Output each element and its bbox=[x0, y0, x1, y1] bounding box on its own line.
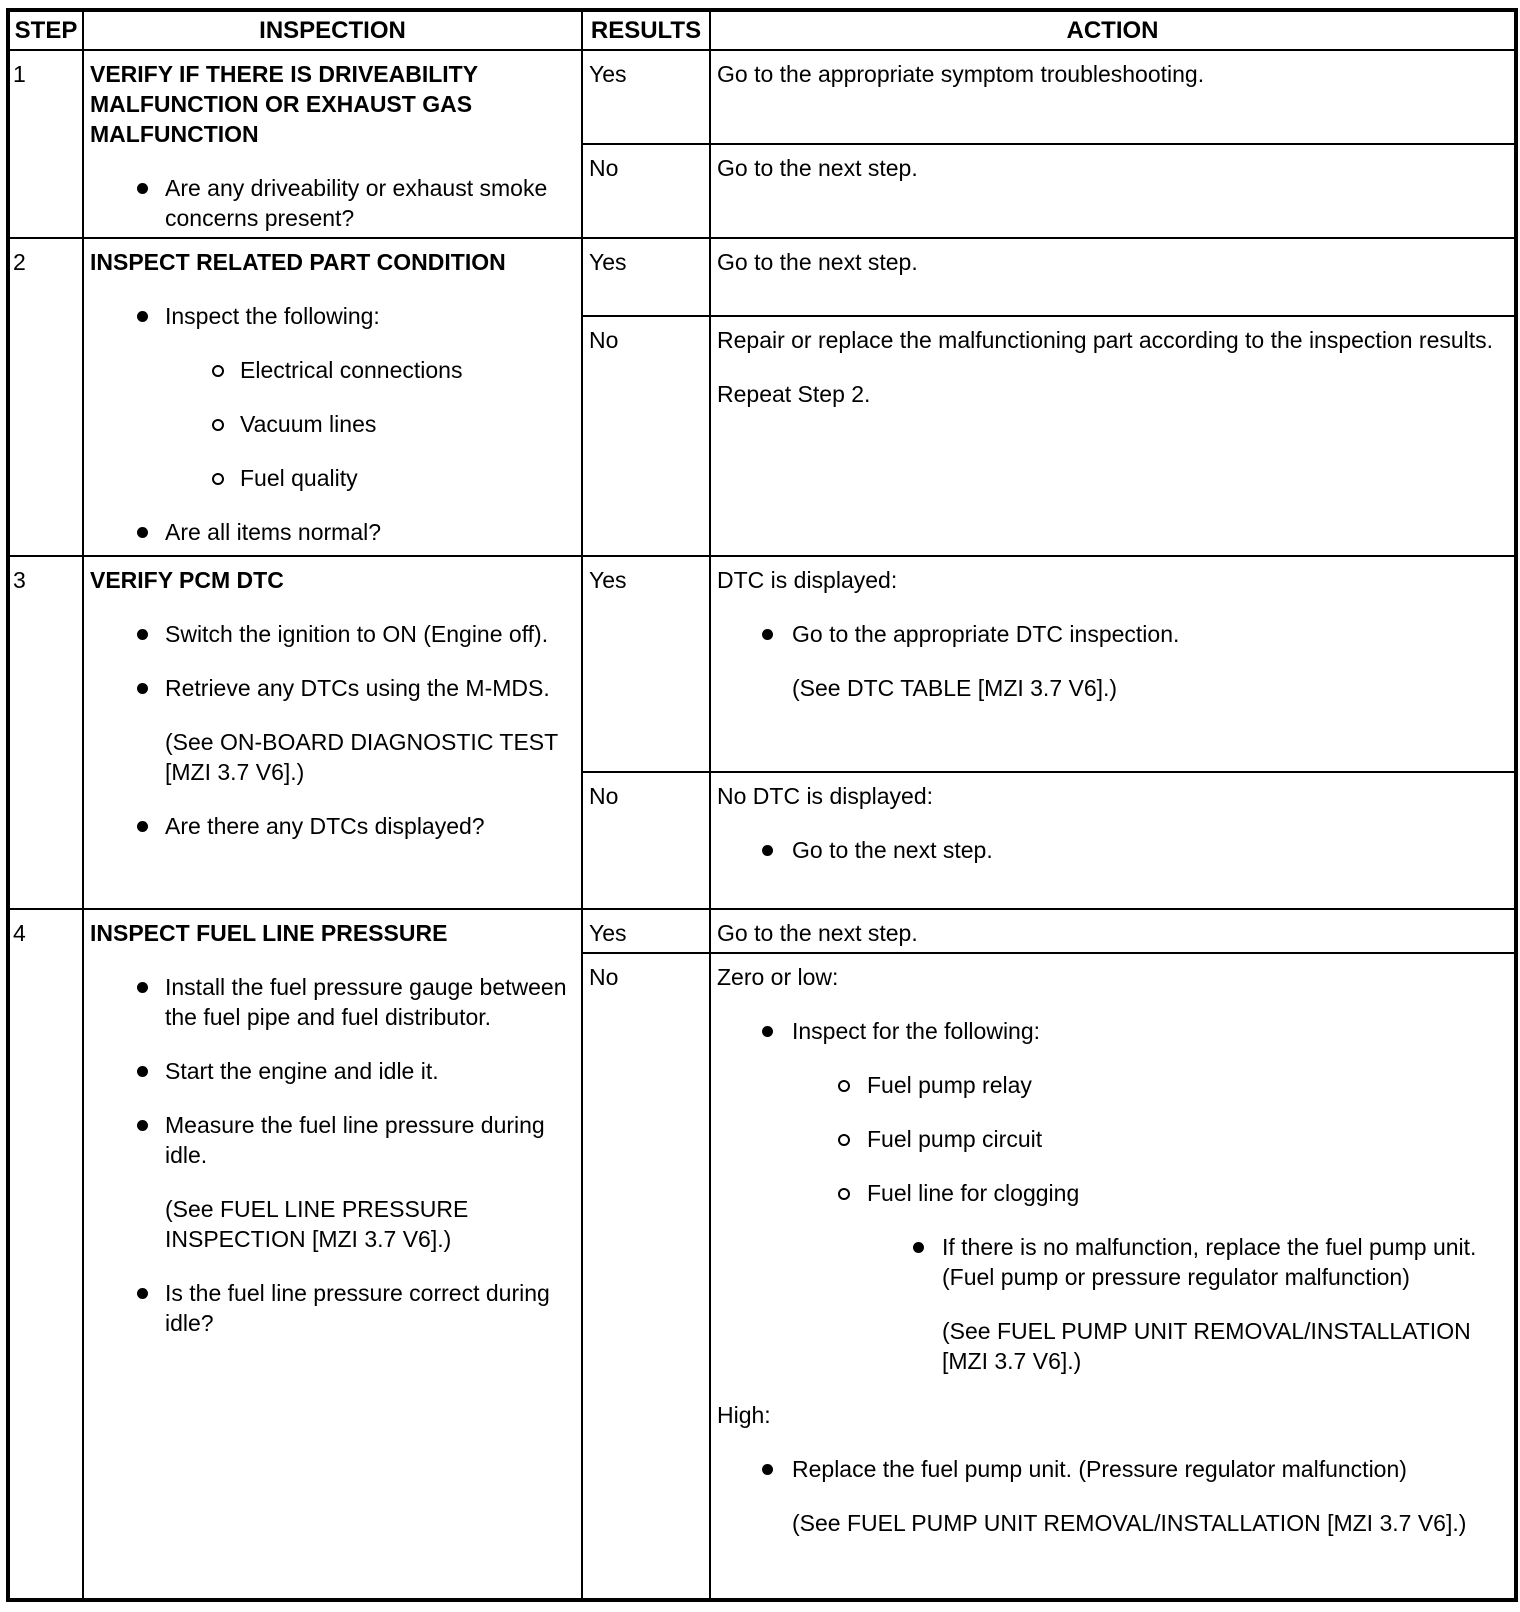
action-sub-bullet: If there is no malfunction, replace the fuel pump unit. (Fuel pump or pressure regulator malfunction) bbox=[717, 1232, 1506, 1292]
action-reference: (See FUEL PUMP UNIT REMOVAL/INSTALLATION [MZI 3.7 V6].) bbox=[792, 1510, 1467, 1536]
inspection-bullet: Start the engine and idle it. bbox=[90, 1056, 573, 1086]
step-number: 1 bbox=[8, 50, 83, 238]
inspection-reference: (See FUEL LINE PRESSURE INSPECTION [MZI 3.7 V6].) bbox=[165, 1196, 469, 1252]
step-3-yes-row bbox=[8, 556, 1516, 772]
inspection-subitem: Electrical connections bbox=[90, 355, 573, 385]
inspection-subitem: Vacuum lines bbox=[90, 409, 573, 439]
step-title: VERIFY IF THERE IS DRIVEABILITY MALFUNCTION OR EXHAUST GAS MALFUNCTION bbox=[90, 61, 478, 147]
step-2-yes-row bbox=[8, 238, 1516, 316]
inspection-bullet: Are all items normal? bbox=[90, 517, 573, 547]
inspection-bullet: Measure the fuel line pressure during idle. bbox=[90, 1110, 573, 1170]
result-yes: Yes bbox=[582, 238, 710, 316]
inspection-bullet: Switch the ignition to ON (Engine off). bbox=[90, 619, 573, 649]
inspection-bullet: Is the fuel line pressure correct during idle? bbox=[90, 1278, 573, 1338]
step-1-inspection bbox=[83, 50, 582, 238]
action-text: Zero or low: bbox=[717, 964, 839, 990]
step-number: 2 bbox=[8, 238, 83, 556]
action-reference: (See FUEL PUMP UNIT REMOVAL/INSTALLATION [MZI 3.7 V6].) bbox=[942, 1318, 1471, 1374]
header-row bbox=[8, 10, 1516, 50]
action-no bbox=[710, 316, 1516, 556]
action-subitem: Fuel pump circuit bbox=[717, 1124, 1506, 1154]
inspection-bullet: Install the fuel pressure gauge between the fuel pipe and fuel distributor. bbox=[90, 972, 573, 1032]
header-inspection: INSPECTION bbox=[83, 10, 582, 50]
step-3-inspection bbox=[83, 556, 582, 909]
action-bullet: Replace the fuel pump unit. (Pressure regulator malfunction) bbox=[717, 1454, 1506, 1484]
step-title: INSPECT FUEL LINE PRESSURE bbox=[90, 920, 448, 946]
result-no: No bbox=[582, 144, 710, 238]
step-title: INSPECT RELATED PART CONDITION bbox=[90, 249, 506, 275]
action-yes: Go to the next step. bbox=[710, 238, 1516, 316]
action-text: DTC is displayed: bbox=[717, 567, 898, 593]
result-no: No bbox=[582, 316, 710, 556]
action-yes bbox=[710, 556, 1516, 772]
result-yes: Yes bbox=[582, 909, 710, 953]
step-number: 3 bbox=[8, 556, 83, 909]
step-title: VERIFY PCM DTC bbox=[90, 567, 284, 593]
result-no: No bbox=[582, 772, 710, 909]
header-results: RESULTS bbox=[582, 10, 710, 50]
diagnostic-table bbox=[6, 8, 1518, 1602]
inspection-bullet: Are there any DTCs displayed? bbox=[90, 811, 573, 841]
inspection-subitem: Fuel quality bbox=[90, 463, 573, 493]
step-number: 4 bbox=[8, 909, 83, 1600]
action-no bbox=[710, 953, 1516, 1600]
action-yes: Go to the appropriate symptom troubleshooting. bbox=[710, 50, 1516, 144]
action-text: No DTC is displayed: bbox=[717, 783, 934, 809]
inspection-bullet: Retrieve any DTCs using the M-MDS. bbox=[90, 673, 573, 703]
step-1-yes-row bbox=[8, 50, 1516, 144]
action-subitem: Fuel pump relay bbox=[717, 1070, 1506, 1100]
action-bullet: Go to the next step. bbox=[717, 835, 1506, 865]
result-yes: Yes bbox=[582, 556, 710, 772]
action-text: High: bbox=[717, 1402, 771, 1428]
inspection-reference: (See ON-BOARD DIAGNOSTIC TEST [MZI 3.7 V6].) bbox=[165, 729, 558, 785]
result-yes: Yes bbox=[582, 50, 710, 144]
step-2-inspection bbox=[83, 238, 582, 556]
header-action: ACTION bbox=[710, 10, 1516, 50]
inspection-bullet: Are any driveability or exhaust smoke concerns present? bbox=[90, 173, 573, 233]
action-bullet: Inspect for the following: bbox=[717, 1016, 1506, 1046]
action-text: Repeat Step 2. bbox=[717, 381, 871, 407]
action-yes: Go to the next step. bbox=[710, 909, 1516, 953]
action-bullet: Go to the appropriate DTC inspection. bbox=[717, 619, 1506, 649]
inspection-bullet: Inspect the following: bbox=[90, 301, 573, 331]
step-4-inspection bbox=[83, 909, 582, 1600]
step-4-yes-row bbox=[8, 909, 1516, 953]
header-step: STEP bbox=[8, 10, 83, 50]
action-reference: (See DTC TABLE [MZI 3.7 V6].) bbox=[792, 675, 1118, 701]
result-no: No bbox=[582, 953, 710, 1600]
action-no: Go to the next step. bbox=[710, 144, 1516, 238]
action-text: Repair or replace the malfunctioning part according to the inspection results. bbox=[717, 327, 1494, 353]
action-no bbox=[710, 772, 1516, 909]
action-subitem: Fuel line for clogging bbox=[717, 1178, 1506, 1208]
